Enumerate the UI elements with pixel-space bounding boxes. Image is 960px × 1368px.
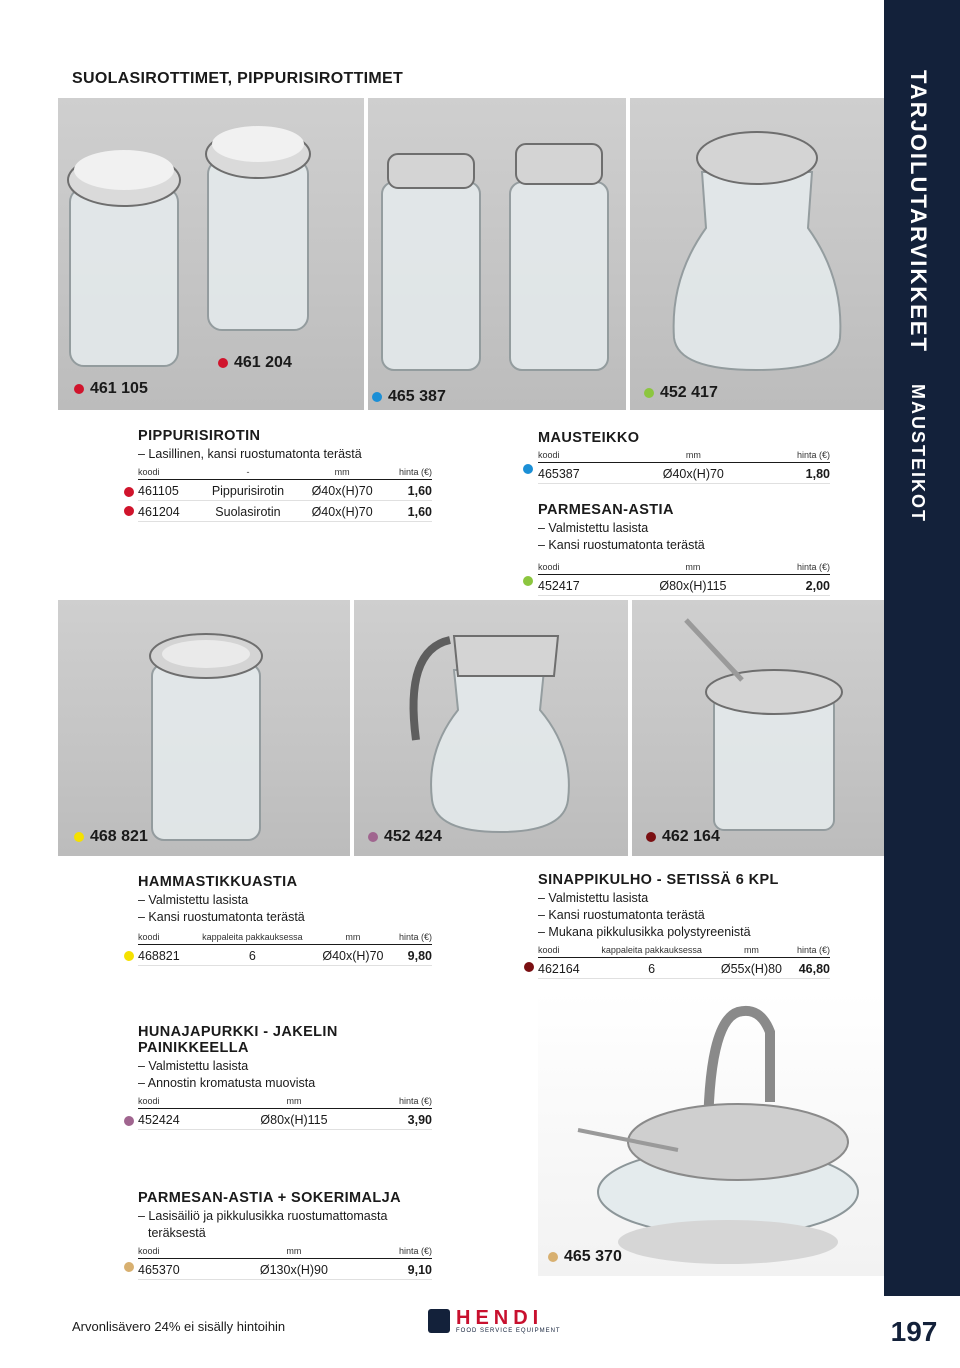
col-header: koodi	[538, 450, 628, 463]
table-row	[538, 575, 830, 596]
product-description: – Kansi ruostumatonta terästä	[138, 910, 305, 924]
pepper-shaker-graphic	[68, 150, 180, 366]
cell-price: 1,80	[759, 463, 830, 484]
col-header: koodi	[138, 932, 190, 945]
logo-wordmark: HENDI	[456, 1307, 544, 1329]
col-header: mm	[224, 1246, 364, 1259]
col-header: hinta (€)	[789, 945, 830, 958]
col-header: hinta (€)	[762, 562, 830, 575]
cell-price: 1,60	[385, 480, 432, 501]
page-heading: SUOLASIROTTIMET, PIPPURISIROTTIMET	[72, 70, 404, 87]
product-title: PIPPURISIROTIN	[138, 428, 261, 444]
product-description: – Annostin kromatusta muovista	[138, 1076, 316, 1090]
product-description: – Valmistettu lasista	[138, 893, 249, 907]
cell-code: 468821	[138, 945, 190, 966]
cell-code: 465370	[138, 1259, 224, 1280]
cell-size: Ø80x(H)115	[624, 575, 762, 596]
cell-size: Ø40x(H)70	[315, 945, 391, 966]
mustard-bowl-illustration	[632, 600, 884, 856]
product-title: PARMESAN-ASTIA	[538, 502, 674, 518]
photo-toothpick-holder	[58, 600, 350, 856]
spec-table	[538, 562, 830, 596]
table-row	[538, 463, 830, 484]
photo-spice-shakers	[368, 98, 626, 410]
tag-label: 452 417	[660, 384, 718, 401]
cell-size: Ø40x(H)70	[299, 501, 385, 522]
maroon-dot-icon	[524, 962, 534, 972]
cell-code: 465387	[538, 463, 628, 484]
col-header: hinta (€)	[364, 1246, 432, 1259]
cell-code: 462164	[538, 958, 590, 979]
spice-shaker-illustration	[368, 98, 626, 410]
cell-price: 1,60	[385, 501, 432, 522]
product-description: – Mukana pikkulusikka polystyreenistä	[538, 925, 751, 939]
product-tag-452417	[644, 384, 718, 402]
cell-price: 9,80	[391, 945, 432, 966]
product-hammastikkuastia	[138, 874, 432, 966]
hendi-logo	[428, 1308, 561, 1334]
tan-dot-icon	[548, 1252, 558, 1262]
product-hunajapurkki	[138, 1024, 432, 1130]
product-description: – Valmistettu lasista	[538, 891, 649, 905]
product-pippurisirotin	[138, 428, 432, 522]
table-row	[138, 1259, 432, 1280]
product-title: HUNAJAPURKKI - JAKELIN	[138, 1024, 338, 1040]
tag-label: 465 387	[388, 388, 446, 405]
product-description: – Kansi ruostumatonta terästä	[538, 908, 705, 922]
product-description: – Kansi ruostumatonta terästä	[538, 538, 705, 552]
col-header: koodi	[138, 1096, 224, 1109]
product-title: HAMMASTIKKUASTIA	[138, 874, 298, 890]
table-row	[538, 958, 830, 979]
cell-price: 3,90	[364, 1109, 432, 1130]
cell-price: 9,10	[364, 1259, 432, 1280]
product-tag-461105	[74, 380, 148, 398]
col-header: mm	[714, 945, 789, 958]
vat-note: Arvonlisävero 24% ei sisälly hintoihin	[72, 1319, 286, 1334]
product-title: PARMESAN-ASTIA + SOKERIMALJA	[138, 1190, 401, 1206]
spec-table	[538, 945, 830, 979]
table-row	[138, 480, 432, 501]
cell-size: Ø80x(H)115	[224, 1109, 363, 1130]
photo-parmesan-sugar-bowl	[538, 992, 884, 1276]
spec-table	[138, 1246, 432, 1280]
shaker-illustration	[58, 98, 364, 410]
blue-dot-icon	[372, 392, 382, 402]
col-header: kappaleita pakkauksessa	[190, 932, 315, 945]
sidebar-subtitle	[886, 384, 946, 524]
col-header: hinta (€)	[391, 932, 432, 945]
yellow-dot-icon	[74, 832, 84, 842]
yellow-dot-icon	[124, 951, 134, 961]
product-title-continued: PAINIKKEELLA	[138, 1040, 249, 1056]
product-tag-465370	[548, 1248, 622, 1266]
cell-size: Ø55x(H)80	[714, 958, 789, 979]
col-header: koodi	[138, 1246, 224, 1259]
col-header: mm	[299, 467, 385, 480]
product-description: – Lasisäiliö ja pikkulusikka ruostumattomasta	[138, 1209, 388, 1223]
tag-label: 462 164	[662, 828, 720, 845]
honey-dispenser-illustration	[354, 600, 628, 856]
product-parmesan-astia	[538, 502, 830, 596]
product-tag-462164	[646, 828, 720, 846]
sidebar-subtitle-text: MAUSTEIKOT	[908, 384, 928, 523]
cell-pack-qty: 6	[590, 958, 714, 979]
red-dot-icon	[74, 384, 84, 394]
col-header: koodi	[538, 945, 590, 958]
product-parmesan-sokerimalja	[138, 1190, 432, 1280]
cell-code: 461105	[138, 480, 197, 501]
cell-code: 461204	[138, 501, 197, 522]
spec-table	[538, 450, 830, 484]
col-header: koodi	[538, 562, 624, 575]
col-header: mm	[224, 1096, 363, 1109]
tag-label: 452 424	[384, 828, 442, 845]
product-mausteikko	[538, 430, 830, 484]
tag-label: 465 370	[564, 1248, 622, 1265]
col-header: hinta (€)	[385, 467, 432, 480]
product-description: – Valmistettu lasista	[138, 1059, 249, 1073]
cell-size: Ø40x(H)70	[628, 463, 759, 484]
cell-name: Suolasirotin	[197, 501, 299, 522]
toothpick-holder-illustration	[58, 600, 350, 856]
col-header: hinta (€)	[759, 450, 830, 463]
col-header: mm	[628, 450, 759, 463]
col-header: koodi	[138, 467, 197, 480]
col-header: kappaleita pakkauksessa	[590, 945, 714, 958]
sugar-bowl-illustration	[538, 992, 884, 1276]
red-dot-icon	[124, 487, 134, 497]
tan-dot-icon	[124, 1262, 134, 1272]
cell-pack-qty: 6	[190, 945, 315, 966]
hendi-logo-mark-icon	[428, 1309, 450, 1333]
product-description-continued: teräksestä	[148, 1226, 206, 1240]
logo-tagline: FOOD SERVICE EQUIPMENT	[456, 1328, 561, 1334]
product-tag-452424	[368, 828, 442, 846]
salt-shaker-graphic	[206, 126, 310, 330]
page-number: 197	[868, 1296, 960, 1368]
product-tag-461204	[218, 354, 292, 372]
table-row	[138, 501, 432, 522]
green-dot-icon	[523, 576, 533, 586]
tag-label: 468 821	[90, 828, 148, 845]
cell-size: Ø130x(H)90	[224, 1259, 364, 1280]
photo-parmesan-shaker	[630, 98, 884, 410]
sidebar-title	[886, 70, 946, 353]
col-header: hinta (€)	[364, 1096, 432, 1109]
maroon-dot-icon	[646, 832, 656, 842]
tag-label: 461 204	[234, 354, 292, 371]
blue-dot-icon	[523, 464, 533, 474]
mauve-dot-icon	[124, 1116, 134, 1126]
product-title: MAUSTEIKKO	[538, 430, 640, 446]
photo-honey-dispenser	[354, 600, 628, 856]
cell-price: 46,80	[789, 958, 830, 979]
spec-table	[138, 1096, 432, 1130]
cell-code: 452417	[538, 575, 624, 596]
cell-code: 452424	[138, 1109, 224, 1130]
red-dot-icon	[124, 506, 134, 516]
green-dot-icon	[644, 388, 654, 398]
product-description: – Valmistettu lasista	[538, 521, 649, 535]
mauve-dot-icon	[368, 832, 378, 842]
spec-table	[138, 467, 432, 522]
red-dot-icon	[218, 358, 228, 368]
sidebar-title-text: TARJOILUTARVIKKEET	[906, 70, 931, 353]
product-tag-465387	[372, 388, 446, 406]
cell-price: 2,00	[762, 575, 830, 596]
parmesan-shaker-illustration	[630, 98, 884, 410]
product-title: SINAPPIKULHO - SETISSÄ 6 KPL	[538, 872, 779, 888]
col-header: mm	[315, 932, 391, 945]
col-header: mm	[624, 562, 762, 575]
tag-label: 461 105	[90, 380, 148, 397]
photo-salt-pepper-shakers	[58, 98, 364, 410]
photo-mustard-bowl	[632, 600, 884, 856]
product-tag-468821	[74, 828, 148, 846]
cell-size: Ø40x(H)70	[299, 480, 385, 501]
cell-name: Pippurisirotin	[197, 480, 299, 501]
table-row	[138, 1109, 432, 1130]
product-sinappikulho	[538, 872, 830, 979]
product-description: – Lasillinen, kansi ruostumatonta terästä	[138, 447, 362, 461]
spec-table	[138, 932, 432, 966]
col-header: -	[197, 467, 299, 480]
table-row	[138, 945, 432, 966]
